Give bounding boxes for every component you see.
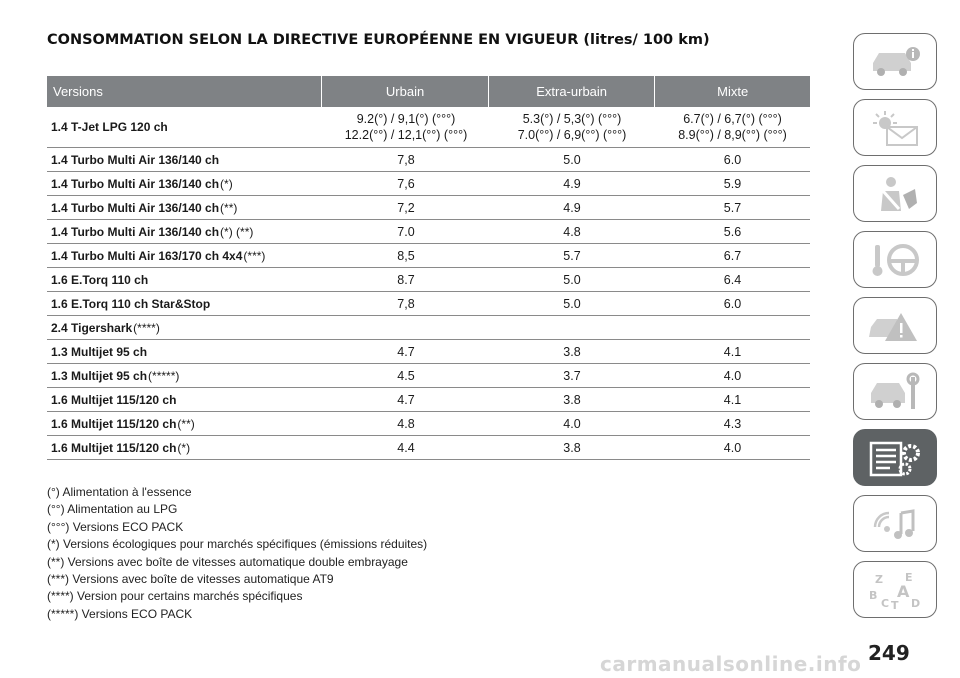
tab-emergency[interactable] (853, 297, 937, 354)
extra-urbain-value-cell (489, 292, 655, 315)
urbain-value-cell (323, 196, 489, 219)
urbain-value-cell (323, 292, 489, 315)
table-row (47, 220, 810, 244)
version-name: 1.6 Multijet 115/120 ch (51, 440, 177, 455)
extra-urbain-value: 3.8 (563, 392, 581, 407)
mixte-value: 5.7 (723, 200, 742, 215)
tab-car-info[interactable] (853, 33, 937, 90)
mixte-value: 4.3 (723, 416, 742, 431)
urbain-value: 4.4 (397, 440, 415, 455)
table-row (47, 244, 810, 268)
version-note-ref: (*) (**) (220, 224, 254, 239)
version-name: 1.6 E.Torq 110 ch Star&Stop (51, 296, 211, 311)
version-note-ref: (***) (243, 248, 266, 263)
extra-urbain-value: 4.8 (563, 224, 581, 239)
table-row (47, 148, 810, 172)
index-letter-t: T (891, 598, 899, 611)
version-cell (47, 220, 323, 243)
version-note-ref: (*****) (148, 368, 180, 383)
version-cell (47, 244, 323, 267)
urbain-value: 7,8 (397, 152, 415, 167)
version-cell (47, 196, 323, 219)
table-row (47, 388, 810, 412)
table-row (47, 436, 810, 460)
mixte-value-cell (655, 436, 810, 459)
footnote: (**) Versions avec boîte de vitesses automatique double embrayage (47, 554, 408, 569)
extra-urbain-value-cell (489, 268, 655, 291)
tab-technical-data[interactable] (853, 429, 937, 486)
mixte-value-cell (655, 412, 810, 435)
mixte-value: 6.0 (723, 296, 742, 311)
alphabetical-index-icon (865, 569, 925, 611)
chapter-tabs (853, 33, 937, 627)
extra-urbain-value-cell (489, 244, 655, 267)
urbain-value-cell (323, 220, 489, 243)
page-number: 249 (868, 641, 910, 665)
car-info-icon (865, 41, 925, 83)
version-note-ref: (**) (177, 416, 195, 431)
tab-index[interactable] (853, 561, 937, 618)
version-name: 1.4 Turbo Multi Air 163/170 ch 4x4 (51, 248, 243, 263)
table-row (47, 340, 810, 364)
tab-maintenance[interactable] (853, 363, 937, 420)
urbain-value: 7,8 (397, 296, 415, 311)
index-letter-z: Z (875, 572, 883, 586)
table-row (47, 364, 810, 388)
extra-urbain-value-cell (489, 436, 655, 459)
version-cell (47, 268, 323, 291)
version-name: 1.3 Multijet 95 ch (51, 344, 148, 359)
urbain-value-cell (323, 340, 489, 363)
extra-urbain-value-cell (489, 196, 655, 219)
tab-warning-lights[interactable] (853, 99, 937, 156)
extra-urbain-value: 5.0 (563, 152, 581, 167)
car-emergency-icon (865, 305, 925, 347)
urbain-value-cell (323, 148, 489, 171)
urbain-value: 7.0 (397, 224, 415, 239)
table-body (47, 107, 810, 460)
multimedia-icon (865, 503, 925, 545)
mixte-value-cell (655, 107, 810, 147)
extra-urbain-value-cell (489, 220, 655, 243)
extra-urbain-value: 4.0 (563, 416, 581, 431)
extra-urbain-value: 5.7 (563, 248, 581, 263)
technical-data-icon (865, 437, 925, 479)
footnote: (****) Version pour certains marchés spécifiques (47, 589, 303, 604)
footnote: (°) Alimentation à l'essence (47, 485, 192, 499)
extra-urbain-value-cell (489, 388, 655, 411)
header-urbain: Urbain (322, 76, 489, 107)
mixte-value: 6.0 (723, 152, 742, 167)
urbain-value: 4.7 (397, 344, 415, 359)
version-name: 1.6 Multijet 115/120 ch (51, 416, 177, 431)
mixte-value: 5.6 (723, 224, 742, 239)
mixte-value-cell (655, 268, 810, 291)
extra-urbain-value-cell (489, 364, 655, 387)
mixte-value: 4.0 (723, 440, 742, 455)
table-row (47, 316, 810, 340)
tab-starting-driving[interactable] (853, 231, 937, 288)
extra-urbain-value-cell (489, 316, 655, 339)
footnote: (***) Versions avec boîte de vitesses automatique AT9 (47, 572, 334, 587)
watermark: carmanualsonline.info (600, 652, 862, 676)
urbain-value: 4.7 (397, 392, 415, 407)
urbain-value-cell (323, 364, 489, 387)
table-row (47, 172, 810, 196)
version-cell (47, 172, 323, 195)
index-letter-b: B (869, 588, 878, 602)
version-note-ref: (*) (177, 440, 191, 455)
extra-urbain-value: 7.0(°°) / 6,9(°°) (°°°) (517, 128, 627, 142)
mixte-value-cell (655, 148, 810, 171)
extra-urbain-value-cell (489, 107, 655, 147)
version-name: 1.3 Multijet 95 ch (51, 368, 148, 383)
mixte-value-cell (655, 292, 810, 315)
steering-key-icon (865, 239, 925, 281)
version-cell (47, 340, 323, 363)
mixte-value: 4.1 (723, 344, 742, 359)
table-row (47, 412, 810, 436)
mixte-value: 4.1 (723, 392, 742, 407)
extra-urbain-value: 3.8 (563, 344, 581, 359)
footnote: (*) Versions écologiques pour marchés spécifiques (émissions réduites) (47, 537, 428, 552)
mixte-value: 4.0 (723, 368, 742, 383)
version-name: 1.6 Multijet 115/120 ch (51, 392, 177, 407)
urbain-value: 7,2 (397, 200, 415, 215)
mixte-value-cell (655, 244, 810, 267)
urbain-value: 9.2(°) / 9,1(°) (°°°) (356, 112, 456, 126)
mixte-value: 6.7(°) / 6,7(°) (°°°) (683, 112, 782, 126)
extra-urbain-value-cell (489, 412, 655, 435)
urbain-value-cell (323, 172, 489, 195)
mixte-value-cell (655, 388, 810, 411)
mixte-value: 8.9(°°) / 8,9(°°) (°°°) (678, 128, 787, 142)
version-name: 2.4 Tigershark (51, 320, 133, 335)
extra-urbain-value: 4.9 (563, 200, 581, 215)
extra-urbain-value-cell (489, 172, 655, 195)
version-cell (47, 412, 323, 435)
extra-urbain-value: 5.3(°) / 5,3(°) (°°°) (522, 112, 622, 126)
version-name: 1.4 Turbo Multi Air 136/140 ch (51, 152, 220, 167)
mixte-value-cell (655, 340, 810, 363)
urbain-value-cell (323, 412, 489, 435)
version-cell (47, 364, 323, 387)
mixte-value: 6.4 (723, 272, 742, 287)
index-letter-d: D (911, 596, 921, 610)
car-maintenance-icon (865, 371, 925, 413)
urbain-value: 12.2(°°) / 12,1(°°) (°°°) (344, 128, 468, 142)
urbain-value: 7,6 (397, 176, 415, 191)
tab-multimedia[interactable] (853, 495, 937, 552)
extra-urbain-value-cell (489, 148, 655, 171)
extra-urbain-value: 3.7 (563, 368, 581, 383)
extra-urbain-value: 4.9 (563, 176, 581, 191)
version-name: 1.4 Turbo Multi Air 136/140 ch (51, 200, 220, 215)
mixte-value-cell (655, 220, 810, 243)
mixte-value-cell (655, 172, 810, 195)
version-cell (47, 292, 323, 315)
urbain-value-cell (323, 268, 489, 291)
urbain-value-cell (323, 244, 489, 267)
version-name: 1.4 T-Jet LPG 120 ch (51, 120, 168, 134)
version-note-ref: (**) (220, 200, 238, 215)
mixte-value: 6.7 (723, 248, 742, 263)
index-letter-c: C (881, 596, 890, 610)
table-row (47, 292, 810, 316)
table-row (47, 196, 810, 220)
header-versions: Versions (47, 76, 322, 107)
version-note-ref: (****) (133, 320, 160, 335)
header-mixte: Mixte (717, 84, 749, 99)
urbain-value-cell (323, 436, 489, 459)
tab-safety[interactable] (853, 165, 937, 222)
header-extra-urbain: Extra-urbain (489, 76, 656, 107)
urbain-value-cell (323, 388, 489, 411)
urbain-value: 8.7 (397, 272, 415, 287)
extra-urbain-value: 5.0 (563, 296, 581, 311)
version-name: 1.4 Turbo Multi Air 136/140 ch (51, 224, 220, 239)
table-header (47, 76, 810, 107)
table-row (47, 107, 810, 148)
extra-urbain-value-cell (489, 340, 655, 363)
urbain-value: 4.8 (397, 416, 415, 431)
version-cell (47, 436, 323, 459)
footnote: (°°°) Versions ECO PACK (47, 519, 184, 534)
footnote: (*****) Versions ECO PACK (47, 606, 193, 621)
urbain-value-cell (323, 107, 489, 147)
urbain-value-cell (323, 316, 489, 339)
consumption-table (47, 76, 810, 460)
version-note-ref: (*) (220, 176, 233, 191)
footnote: (°°) Alimentation au LPG (47, 502, 178, 517)
mixte-value: 5.9 (723, 176, 742, 191)
extra-urbain-value: 3.8 (563, 440, 581, 455)
version-cell (47, 107, 323, 147)
version-cell (47, 148, 323, 171)
index-letter-e: E (905, 570, 913, 584)
version-cell (47, 316, 323, 339)
footnotes (47, 484, 427, 623)
version-cell (47, 388, 323, 411)
version-name: 1.6 E.Torq 110 ch (51, 272, 149, 287)
extra-urbain-value: 5.0 (563, 272, 581, 287)
mixte-value-cell (655, 316, 810, 339)
mixte-value-cell (655, 196, 810, 219)
urbain-value: 4.5 (397, 368, 415, 383)
mixte-value-cell (655, 364, 810, 387)
table-row (47, 268, 810, 292)
index-letter-a: A (897, 581, 910, 601)
warning-light-icon (865, 107, 925, 149)
version-name: 1.4 Turbo Multi Air 136/140 ch (51, 176, 220, 191)
seatbelt-safety-icon (865, 173, 925, 215)
page-title: CONSOMMATION SELON LA DIRECTIVE EUROPÉENNE EN VIGUEUR (litres/ 100 km) (47, 32, 710, 48)
urbain-value: 8,5 (397, 248, 415, 263)
